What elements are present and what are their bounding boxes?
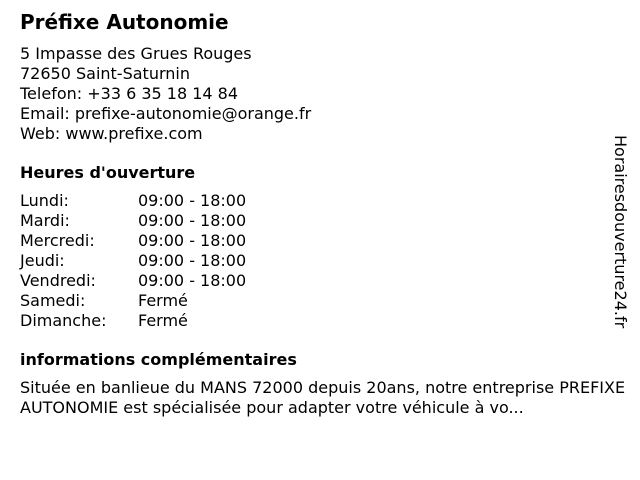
day-hours: 09:00 - 18:00 [138, 191, 247, 210]
day-label: Samedi: [20, 291, 86, 310]
day-label: Jeudi: [20, 251, 65, 270]
street-address: 5 Impasse des Grues Rouges [20, 44, 252, 63]
day-hours: 09:00 - 18:00 [138, 231, 247, 250]
day-hours: 09:00 - 18:00 [138, 211, 247, 230]
site-brand-vertical: Horairesdouverture24.fr [611, 135, 630, 329]
hours-row-saturday [20, 291, 620, 311]
hours-row-thursday [20, 251, 620, 271]
day-hours: 09:00 - 18:00 [138, 251, 247, 270]
day-hours: Fermé [138, 311, 188, 330]
day-label: Mardi: [20, 211, 70, 230]
day-hours: 09:00 - 18:00 [138, 271, 247, 290]
hours-heading: Heures d'ouverture [20, 163, 196, 182]
hours-row-sunday [20, 311, 620, 331]
business-name: Préfixe Autonomie [20, 10, 229, 34]
address-block [20, 44, 620, 144]
city-address: 72650 Saint-Saturnin [20, 64, 190, 83]
day-label: Lundi: [20, 191, 69, 210]
day-label: Vendredi: [20, 271, 96, 290]
hours-row-monday [20, 191, 620, 211]
day-hours: Fermé [138, 291, 188, 310]
day-label: Mercredi: [20, 231, 95, 250]
hours-row-friday [20, 271, 620, 291]
day-label: Dimanche: [20, 311, 107, 330]
hours-table [20, 191, 620, 331]
email-address: Email: prefixe-autonomie@orange.fr [20, 104, 312, 123]
info-heading: informations complémentaires [20, 350, 297, 369]
website: Web: www.prefixe.com [20, 124, 203, 143]
hours-row-tuesday [20, 211, 620, 231]
hours-row-wednesday [20, 231, 620, 251]
phone-number: Telefon: +33 6 35 18 14 84 [20, 84, 239, 103]
info-description: Située en banlieue du MANS 72000 depuis 20ans, notre entreprise PREFIXE AUTONOMIE est spécialisée pour adapter votre véhicule à vo... [20, 378, 626, 417]
